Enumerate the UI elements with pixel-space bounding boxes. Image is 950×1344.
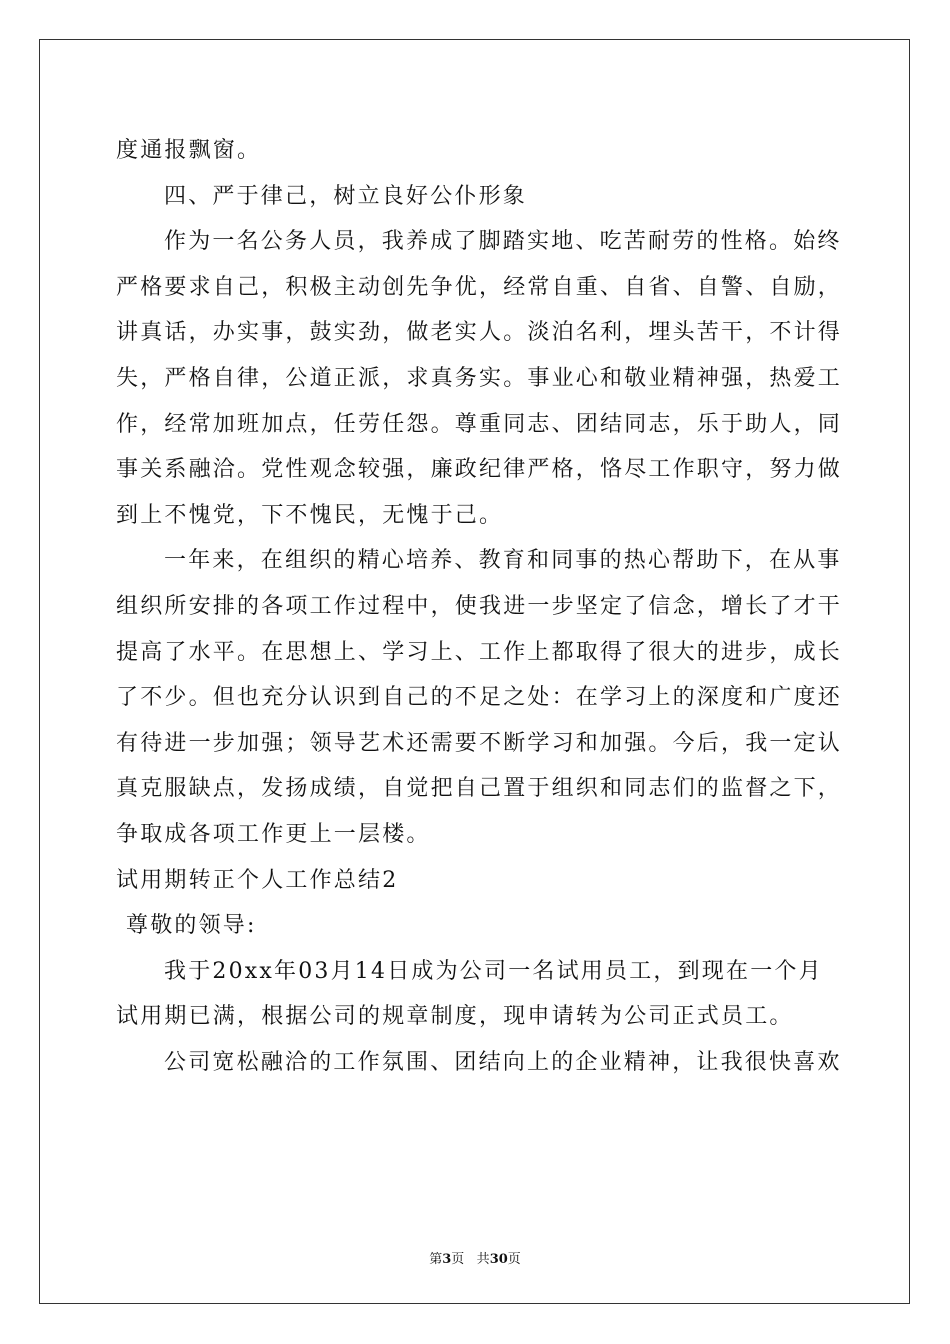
total-page-count: 30 <box>489 1252 508 1267</box>
page-footer <box>0 1248 950 1267</box>
salutation: 尊敬的领导: <box>126 913 257 939</box>
document-title: 试用期转正个人工作总结2 <box>116 867 399 893</box>
paragraph-line: 严格要求自己，积极主动创先争优，经常自重、自省、自警、自励， <box>116 274 843 300</box>
paragraph-line: 有待进一步加强；领导艺术还需要不断学习和加强。今后，我一定认 <box>116 730 843 756</box>
paragraph-line: 公司宽松融洽的工作氛围、团结向上的企业精神，让我很快喜欢 <box>164 1049 842 1075</box>
paragraph-line: 到上不愧党，下不愧民，无愧于己。 <box>116 502 504 528</box>
paragraph-line: 一年来，在组织的精心培养、教育和同事的热心帮助下，在从事 <box>164 548 842 574</box>
paragraph-line: 真克服缺点，发扬成绩，自觉把自己置于组织和同志们的监督之下， <box>116 776 843 802</box>
paragraph-line: 了不少。但也充分认识到自己的不足之处：在学习上的深度和广度还 <box>116 685 843 711</box>
paragraph-line: 我于20xx年03月14日成为公司一名试用员工，到现在一个月 <box>164 958 823 984</box>
paragraph-line: 试用期已满，根据公司的规章制度，现申请转为公司正式员工。 <box>116 1004 794 1030</box>
paragraph-line: 失，严格自律，公道正派，求真务实。事业心和敬业精神强，热爱工 <box>116 365 843 391</box>
paragraph-line: 讲真话，办实事，鼓实劲，做老实人。淡泊名利，埋头苦干，不计得 <box>116 320 843 346</box>
footer-total-prefix: 共 <box>476 1252 490 1267</box>
footer-prefix: 第 <box>429 1252 443 1267</box>
paragraph-line: 组织所安排的各项工作过程中，使我进一步坚定了信念，增长了才干 <box>116 593 843 619</box>
paragraph-line: 作为一名公务人员，我养成了脚踏实地、吃苦耐劳的性格。始终 <box>164 229 842 255</box>
document-body <box>116 128 843 1085</box>
footer-page-suffix: 页 <box>451 1252 465 1267</box>
section-heading: 四、严于律己，树立良好公仆形象 <box>164 183 528 209</box>
paragraph-line: 事关系融洽。党性观念较强，廉政纪律严格，恪尽工作职守，努力做 <box>116 457 843 483</box>
footer-total-suffix: 页 <box>507 1252 521 1267</box>
paragraph-line: 争取成各项工作更上一层楼。 <box>116 821 431 847</box>
paragraph-line: 作，经常加班加点，任劳任怨。尊重同志、团结同志，乐于助人，同 <box>116 411 843 437</box>
paragraph-line: 提高了水平。在思想上、学习上、工作上都取得了很大的进步，成长 <box>116 639 843 665</box>
paragraph-line: 度通报飘窗。 <box>116 138 262 163</box>
current-page-number: 3 <box>442 1252 452 1267</box>
